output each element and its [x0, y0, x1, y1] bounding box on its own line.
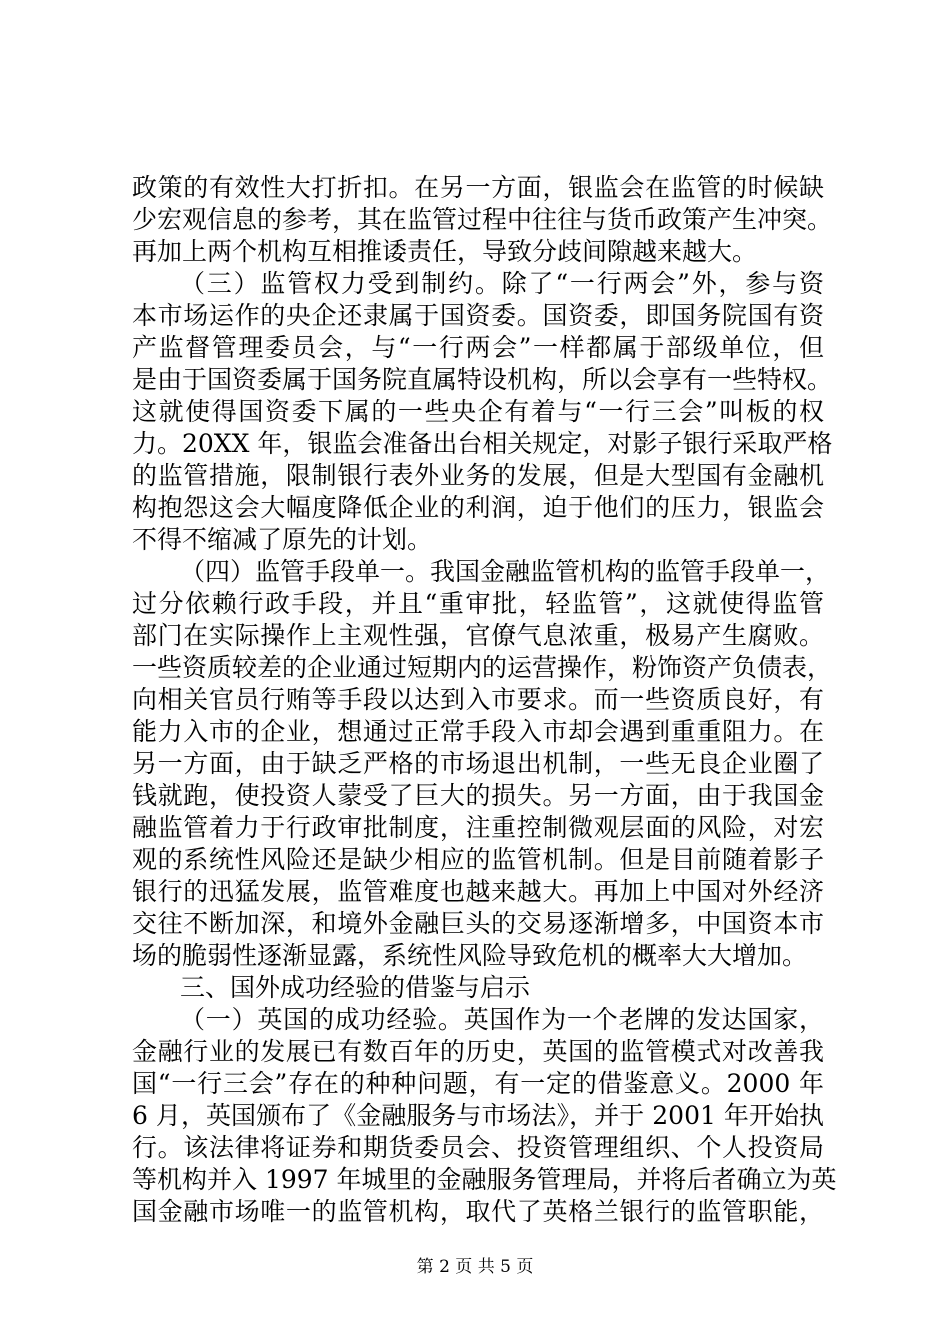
text-line: 不得不缩减了原先的计划。: [132, 525, 433, 554]
text-line: 6 月，英国颁布了《金融服务与市场法》，并于 2001 年开始执: [132, 1101, 824, 1130]
text-line: 融监管着力于行政审批制度，注重控制微观层面的风险，对宏: [132, 813, 824, 842]
page-number-footer: 第 2 页 共 5 页: [416, 1257, 534, 1277]
text-line: 观的系统性风险还是缺少相应的监管机制。但是目前随着影子: [132, 845, 824, 874]
text-line: 一些资质较差的企业通过短期内的运营操作，粉饰资产负债表，: [132, 653, 833, 682]
paragraph-4-start: （四）监管手段单一。我国金融监管机构的监管手段单一，: [180, 557, 831, 586]
text-line: 国“一行三会”存在的种种问题，有一定的借鉴意义。2000 年: [132, 1069, 824, 1098]
text-line: 部门在实际操作上主观性强，官僚气息浓重，极易产生腐败。: [132, 621, 824, 650]
text-line: 产监督管理委员会，与“一行两会”一样都属于部级单位，但: [132, 333, 824, 362]
text-line: 等机构并入 1997 年城里的金融服务管理局，并将后者确立为英: [132, 1165, 837, 1194]
text-line: 的监管措施，限制银行表外业务的发展，但是大型国有金融机: [132, 461, 824, 490]
paragraph-3-start: （三）监管权力受到制约。除了“一行两会”外，参与资: [180, 269, 824, 298]
document-body: [132, 172, 837, 1228]
text-line: 这就使得国资委下属的一些央企有着与“一行三会”叫板的权: [132, 397, 824, 426]
text-line: 再加上两个机构互相推诿责任，导致分歧间隙越来越大。: [132, 237, 758, 266]
text-line: 构抱怨这会大幅度降低企业的利润，迫于他们的压力，银监会: [132, 493, 824, 522]
text-line: 力。20XX 年，银监会准备出台相关规定，对影子银行采取严格: [132, 429, 833, 458]
text-line: 另一方面，由于缺乏严格的市场退出机制，一些无良企业圈了: [132, 749, 824, 778]
text-line: 钱就跑，使投资人蒙受了巨大的损失。另一方面，由于我国金: [132, 781, 824, 810]
text-line: 金融行业的发展已有数百年的历史，英国的监管模式对改善我: [132, 1037, 824, 1066]
section-heading: 三、国外成功经验的借鉴与启示: [180, 973, 531, 1002]
paragraph-uk-start: （一）英国的成功经验。英国作为一个老牌的发达国家，: [180, 1005, 824, 1034]
text-line: 行。该法律将证券和期货委员会、投资管理组织、个人投资局: [132, 1133, 824, 1162]
text-line: 是由于国资委属于国务院直属特设机构，所以会享有一些特权。: [132, 365, 833, 394]
text-line: 少宏观信息的参考，其在监管过程中往往与货币政策产生冲突。: [132, 205, 833, 234]
text-line: 交往不断加深，和境外金融巨头的交易逐渐增多，中国资本市: [132, 909, 824, 938]
text-line: 过分依赖行政手段，并且“重审批，轻监管”，这就使得监管: [132, 589, 824, 618]
text-line: 能力入市的企业，想通过正常手段入市却会遇到重重阻力。在: [132, 717, 824, 746]
text-line: 银行的迅猛发展，监管难度也越来越大。再加上中国对外经济: [132, 877, 824, 906]
text-line: 政策的有效性大打折扣。在另一方面，银监会在监管的时候缺: [132, 173, 824, 202]
text-line: 本市场运作的央企还隶属于国资委。国资委，即国务院国有资: [132, 301, 824, 330]
text-line: 场的脆弱性逐渐显露，系统性风险导致危机的概率大大增加。: [132, 941, 808, 970]
text-line: 国金融市场唯一的监管机构，取代了英格兰银行的监管职能，: [132, 1197, 824, 1226]
text-line: 向相关官员行贿等手段以达到入市要求。而一些资质良好，有: [132, 685, 824, 714]
